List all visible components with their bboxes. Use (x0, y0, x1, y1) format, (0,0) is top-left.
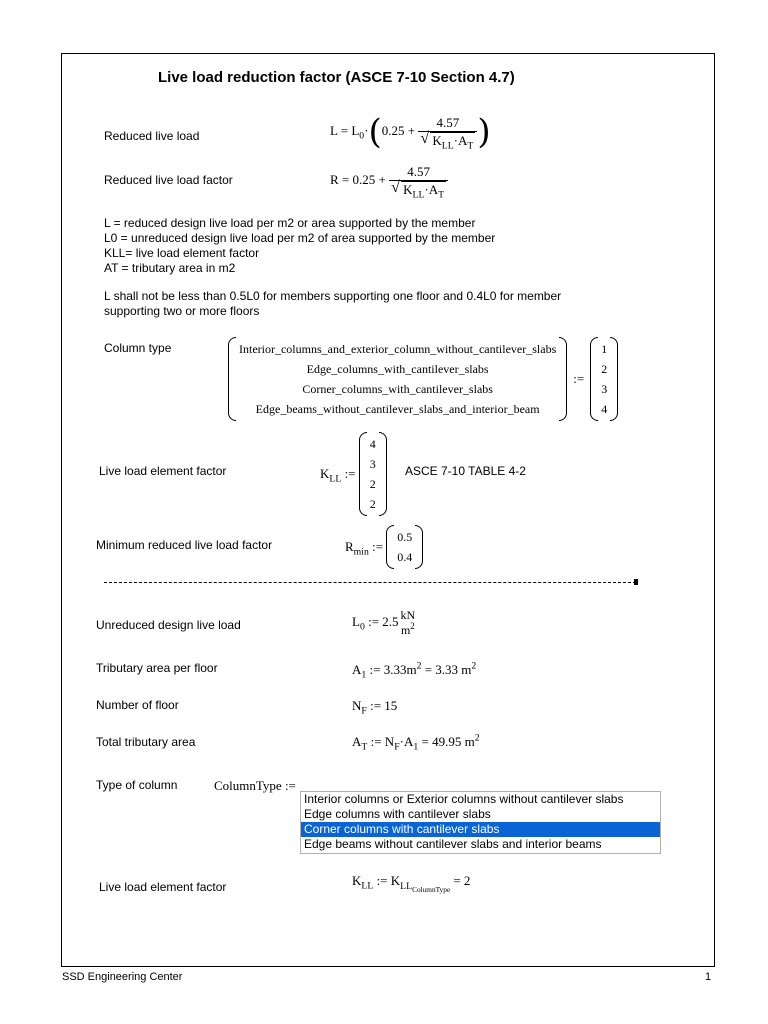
definition-line: KLL= live load element factor (104, 246, 260, 260)
definition-line: AT = tributary area in m2 (104, 261, 236, 275)
definition-line: L = reduced design live load per m2 or area supported by the member (104, 216, 476, 230)
column-type-index: 2 (601, 362, 608, 376)
listbox-option[interactable]: Edge columns with cantilever slabs (304, 807, 491, 821)
label-total-tributary-area: Total tributary area (96, 735, 196, 749)
footer-company: SSD Engineering Center (62, 971, 183, 983)
label-live-load-element-factor-result: Live load element factor (99, 880, 227, 894)
label-reduced-live-load: Reduced live load (104, 129, 200, 143)
note-line: supporting two or more floors (104, 304, 260, 318)
column-type-index: 4 (601, 402, 608, 416)
column-type-index: 3 (601, 382, 608, 396)
column-type-index: 1 (601, 342, 608, 356)
column-type-listbox[interactable] (300, 791, 661, 854)
column-type-variable: ColumnType := (214, 778, 296, 793)
listbox-option[interactable]: Edge beams without cantilever slabs and interior beams (304, 837, 602, 851)
column-type-name: Corner_columns_with_cantilever_slabs (302, 382, 493, 396)
note-line: L shall not be less than 0.5L0 for members supporting one floor and 0.4L0 for member (104, 289, 562, 303)
label-type-of-column: Type of column (96, 778, 178, 792)
label-unreduced-live-load: Unreduced design live load (96, 618, 241, 632)
kll-value: 3 (369, 457, 376, 471)
page-title: Live load reduction factor (ASCE 7-10 Section 4.7) (158, 69, 515, 86)
rmin-value: 0.4 (397, 550, 413, 564)
column-type-name: Edge_beams_without_cantilever_slabs_and_interior_beam (255, 402, 540, 416)
label-tributary-area-per-floor: Tributary area per floor (96, 661, 218, 675)
a1-definition: $A_1$ := $3.33m^2 = 3.33$ $m^2$ (352, 660, 477, 681)
formula-reduced-live-load: $L = L_0\cdot(0.25$ + 4.57 √ $K_{LL}\cdot A_T$ ) (330, 112, 491, 152)
label-number-of-floor: Number of floor (96, 698, 179, 712)
label-reduced-live-load-factor: Reduced live load factor (104, 173, 233, 187)
nf-definition: $N_F$ := 15 (352, 698, 398, 717)
column-type-name: Interior_columns_and_exterior_column_without_cantilever_slabs (239, 342, 557, 356)
kll-result: $K_{LL}$ := $K_{LL_{ColumnType}} = 2$ (352, 873, 471, 894)
definitions (104, 216, 495, 276)
footer-page-number: 1 (705, 971, 712, 983)
label-column-type: Column type (104, 341, 172, 355)
listbox-option-selected[interactable]: Corner columns with cantilever slabs (301, 822, 660, 837)
definition-line: L0 = unreduced design live load per m2 of area supported by the member (104, 231, 496, 245)
region-separator-handle[interactable] (634, 579, 638, 585)
label-minimum-reduced-factor: Minimum reduced live load factor (96, 538, 273, 552)
region-separator (104, 582, 636, 583)
column-type-matrix: Interior_columns_and_exterior_column_without_cantilever_slabs Edge_columns_with_cantilever_slabs Corner_columns_with_cantilever_slabs Edge_beams_without_cantilever_slabs_and_interior_beam := 1 2 3 4 (228, 337, 618, 421)
kll-value: 2 (369, 497, 376, 511)
rmin-value: 0.5 (397, 530, 413, 544)
kll-reference: ASCE 7-10 TABLE 4-2 (405, 464, 526, 478)
label-live-load-element-factor: Live load element factor (99, 464, 227, 478)
at-definition: $A_T$ := $N_F\cdot A_1 = 49.95$ $m^2$ (352, 732, 480, 753)
kll-value: 4 (369, 437, 376, 451)
kll-vector: $K_{LL}$ := 4 3 2 2 (320, 432, 387, 516)
listbox-option[interactable]: Interior columns or Exterior columns without cantilever slabs (304, 792, 624, 806)
note (104, 289, 561, 319)
rmin-vector: $R_{min}$ := 0.5 0.4 (345, 525, 423, 569)
kll-value: 2 (369, 477, 376, 491)
column-type-name: Edge_columns_with_cantilever_slabs (306, 362, 489, 376)
l0-definition: $L_0$ := 2.5 kN $m^2$ (352, 608, 416, 637)
formula-reduced-live-load-factor: R = 0.25 + 4.57 √ $K_{LL}\cdot A_T$ (330, 164, 448, 198)
